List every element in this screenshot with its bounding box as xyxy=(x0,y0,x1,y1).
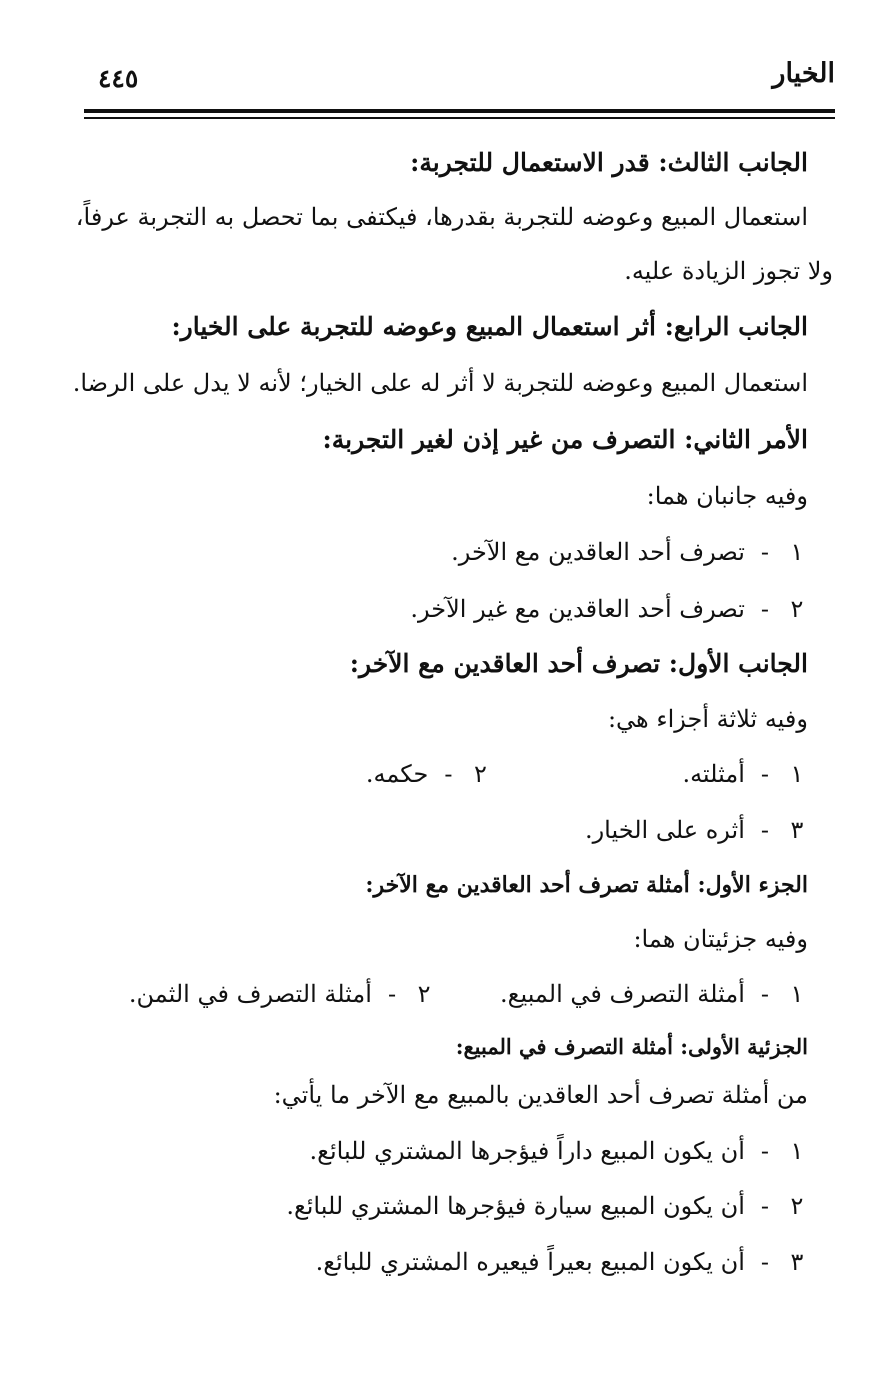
list-dash: - xyxy=(760,1192,769,1220)
list-dash: - xyxy=(760,595,769,623)
list-text: أمثلته. xyxy=(682,760,745,788)
list-number: ١ xyxy=(790,760,804,788)
paragraph-line: من أمثلة تصرف أحد العاقدين بالمبيع مع الآخر ما يأتي: xyxy=(273,1081,808,1109)
list-text: تصرف أحد العاقدين مع غير الآخر. xyxy=(410,595,745,623)
list-number: ١ xyxy=(790,980,804,1008)
list-row xyxy=(366,757,811,791)
list-text: أمثلة التصرف في الثمن. xyxy=(128,980,372,1008)
list-dash: - xyxy=(760,538,769,566)
list-number: ٣ xyxy=(790,816,804,844)
list-item xyxy=(410,592,811,626)
list-row xyxy=(129,977,811,1011)
list-text: أن يكون المبيع سيارة فيؤجرها المشتري للبائع. xyxy=(286,1192,745,1220)
list-text: تصرف أحد العاقدين مع الآخر. xyxy=(451,538,745,566)
list-number: ٢ xyxy=(473,760,487,788)
paragraph-line: ولا تجوز الزيادة عليه. xyxy=(624,257,833,285)
list-text: أمثلة التصرف في المبيع. xyxy=(500,980,745,1008)
side-heading-1: الجانب الأول: تصرف أحد العاقدين مع الآخر: xyxy=(349,649,808,678)
list-dash: - xyxy=(444,760,453,788)
list-number: ٣ xyxy=(790,1248,804,1276)
list-text: حكمه. xyxy=(365,760,429,788)
list-item xyxy=(310,1134,811,1168)
list-text: أن يكون المبيع بعيراً فيعيره المشتري للبائع. xyxy=(315,1248,745,1276)
list-dash: - xyxy=(760,1137,769,1165)
list-number: ٢ xyxy=(417,980,431,1008)
list-number: ٢ xyxy=(790,1192,804,1220)
section-heading-4: الجانب الرابع: أثر استعمال المبيع وعوضه للتجربة على الخيار: xyxy=(171,312,808,341)
page-number: ٤٤٥ xyxy=(98,64,139,93)
list-text: أن يكون المبيع داراً فيؤجرها المشتري للبائع. xyxy=(309,1137,745,1165)
paragraph-line: وفيه جانبان هما: xyxy=(646,482,808,510)
list-item xyxy=(316,1245,811,1279)
list-dash: - xyxy=(760,760,769,788)
running-header-title: الخيار xyxy=(772,58,835,89)
list-item xyxy=(286,1189,811,1223)
list-number: ٢ xyxy=(790,595,804,623)
matter-heading-2: الأمر الثاني: التصرف من غير إذن لغير التجربة: xyxy=(322,425,808,454)
subpart-heading-1: الجزئية الأولى: أمثلة التصرف في المبيع: xyxy=(455,1034,808,1059)
list-text: أثره على الخيار. xyxy=(584,816,745,844)
list-item xyxy=(585,813,811,847)
paragraph-line: استعمال المبيع وعوضه للتجربة لا أثر له على الخيار؛ لأنه لا يدل على الرضا. xyxy=(72,369,808,397)
list-number: ١ xyxy=(790,538,804,566)
part-heading-1: الجزء الأول: أمثلة تصرف أحد العاقدين مع الآخر: xyxy=(365,872,808,898)
list-item xyxy=(451,535,811,569)
section-heading-3: الجانب الثالث: قدر الاستعمال للتجربة: xyxy=(410,148,808,177)
list-dash: - xyxy=(760,980,769,1008)
list-dash: - xyxy=(387,980,397,1008)
header-rule-thick xyxy=(84,109,835,113)
paragraph-line: استعمال المبيع وعوضه للتجربة بقدرها، فيكتفى بما تحصل به التجربة عرفاً، xyxy=(75,203,808,231)
paragraph-line: وفيه جزئيتان هما: xyxy=(633,925,808,953)
list-dash: - xyxy=(760,1248,769,1276)
list-dash: - xyxy=(760,816,769,844)
list-number: ١ xyxy=(790,1137,804,1165)
paragraph-line: وفيه ثلاثة أجزاء هي: xyxy=(607,705,808,733)
header-rule-thin xyxy=(84,117,835,119)
